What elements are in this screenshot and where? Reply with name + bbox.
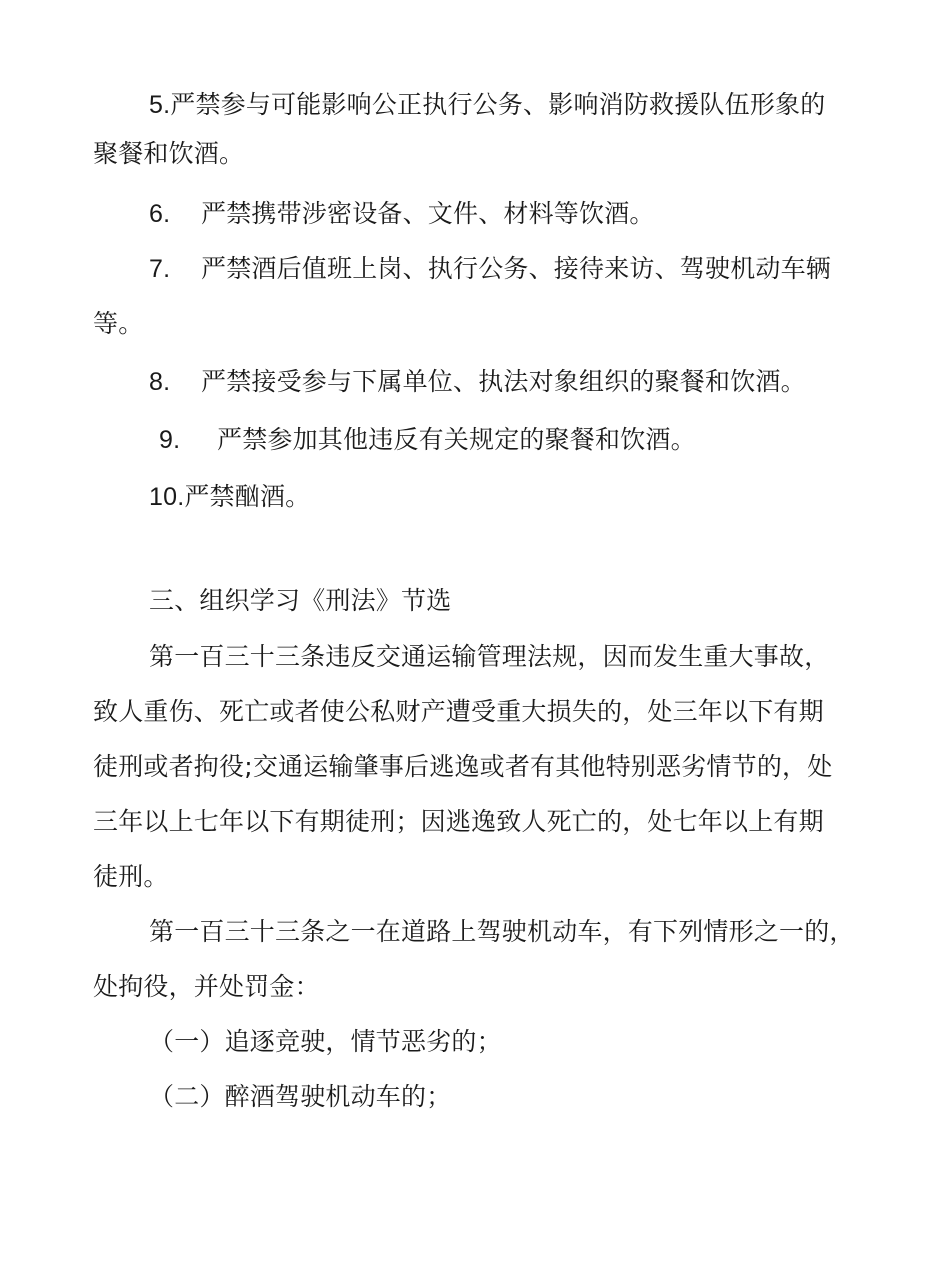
item-number: 10.: [149, 483, 185, 511]
list-item-10: [149, 480, 310, 514]
article-133-1-line-1: 第一百三十三条之一在道路上驾驶机动车，有下列情形之一的，: [149, 917, 855, 946]
item-text: 严禁携带涉密设备、文件、材料等饮酒。: [201, 199, 655, 228]
list-item-5: [149, 88, 825, 122]
item-text: 严禁酒后值班上岗、执行公务、接待来访、驾驶机动车辆: [201, 254, 832, 283]
list-item-5-continuation: 聚餐和饮酒。: [93, 139, 245, 168]
list-item-7-continuation: 等。: [93, 309, 144, 338]
article-133-1-line-2: 处拘役，并处罚金：: [93, 972, 320, 1001]
list-item-9: [159, 423, 696, 457]
list-item-7: [149, 252, 831, 286]
item-text: 严禁参加其他违反有关规定的聚餐和饮酒。: [217, 425, 696, 454]
article-133-line-1: 第一百三十三条违反交通运输管理法规，因而发生重大事故，: [149, 642, 830, 671]
list-item-8: [149, 365, 806, 399]
section-heading: 三、组织学习《刑法》节选: [149, 586, 452, 615]
list-item-6: [149, 197, 655, 231]
article-133-line-2: 致人重伤、死亡或者使公私财产遭受重大损失的，处三年以下有期: [93, 697, 824, 726]
item-number: 8.: [149, 368, 171, 396]
item-number: 6.: [149, 200, 171, 228]
clause-2: （二）醉酒驾驶机动车的；: [149, 1082, 452, 1111]
article-133-line-4: 三年以上七年以下有期徒刑；因逃逸致人死亡的，处七年以上有期: [93, 807, 824, 836]
item-number: 5.: [149, 91, 171, 119]
article-133-line-5: 徒刑。: [93, 862, 169, 891]
article-133-line-3: 徒刑或者拘役;交通运输肇事后逃逸或者有其他特别恶劣情节的，处: [93, 752, 833, 781]
clause-1: （一）追逐竞驶，情节恶劣的；: [149, 1027, 502, 1056]
item-text: 严禁接受参与下属单位、执法对象组织的聚餐和饮酒。: [201, 367, 806, 396]
item-text: 严禁酗酒。: [184, 482, 311, 511]
item-number: 9.: [159, 426, 181, 454]
item-number: 7.: [149, 255, 171, 283]
item-text: 严禁参与可能影响公正执行公务、影响消防救援队伍形象的: [170, 90, 826, 119]
